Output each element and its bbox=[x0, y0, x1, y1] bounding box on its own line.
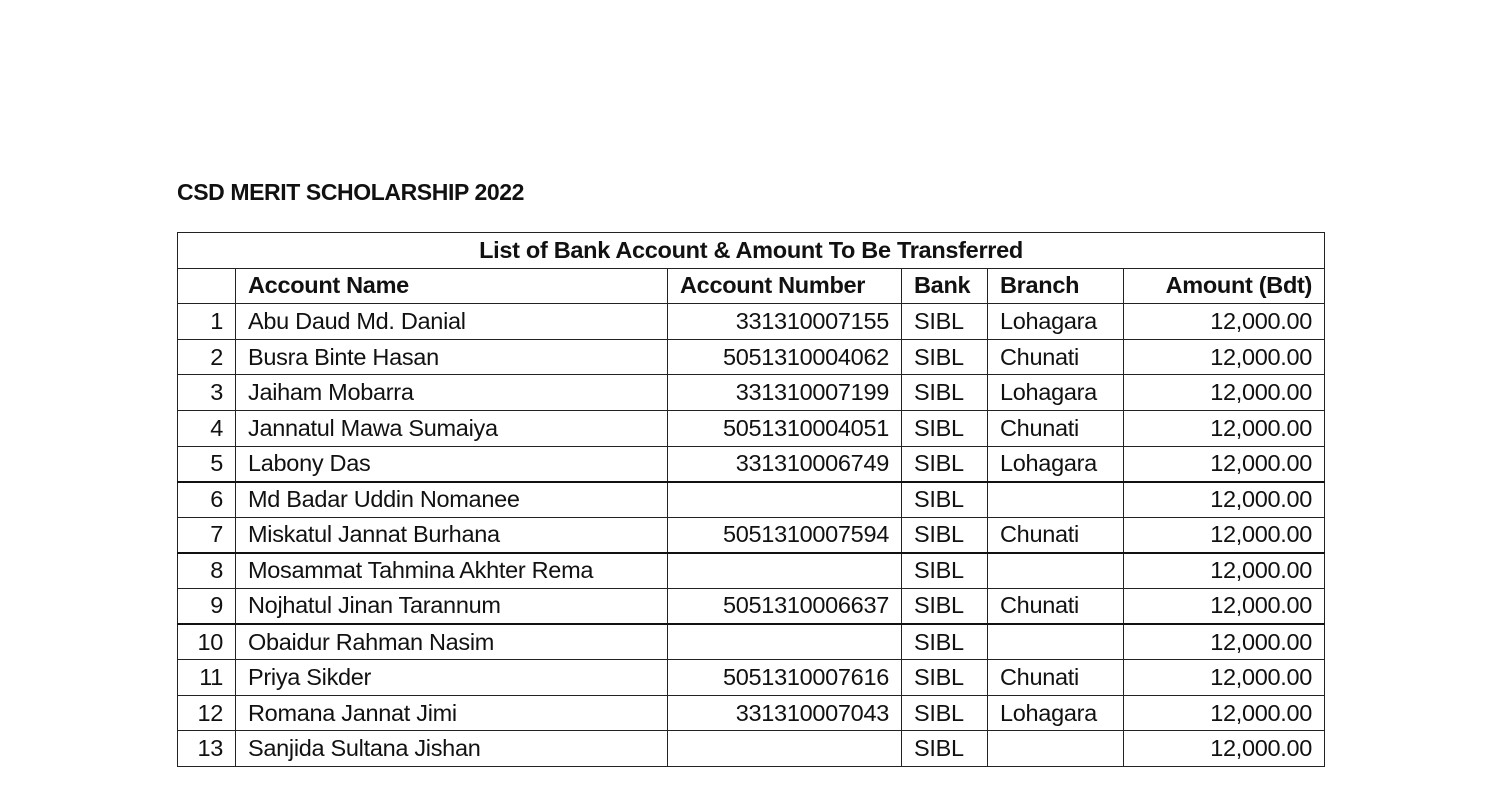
account-name-cell: Jaiham Mobarra bbox=[236, 375, 668, 411]
account-name-cell: Busra Binte Hasan bbox=[236, 339, 668, 375]
bank-cell: SIBL bbox=[902, 375, 988, 411]
amount-cell: 12,000.00 bbox=[1124, 731, 1325, 767]
bank-cell: SIBL bbox=[902, 446, 988, 482]
branch-cell: Lohagara bbox=[988, 446, 1124, 482]
document-title: CSD MERIT SCHOLARSHIP 2022 bbox=[177, 179, 525, 205]
account-number-cell: 331310007043 bbox=[668, 695, 902, 731]
branch-cell: Lohagara bbox=[988, 695, 1124, 731]
branch-cell: Lohagara bbox=[988, 304, 1124, 340]
account-name-cell: Romana Jannat Jimi bbox=[236, 695, 668, 731]
row-number-cell: 1 bbox=[178, 304, 236, 340]
bank-cell: SIBL bbox=[902, 482, 988, 518]
row-number-cell: 3 bbox=[178, 375, 236, 411]
bank-cell: SIBL bbox=[902, 588, 988, 624]
account-number-cell: 5051310006637 bbox=[668, 588, 902, 624]
amount-cell: 12,000.00 bbox=[1124, 410, 1325, 446]
branch-cell: Chunati bbox=[988, 410, 1124, 446]
row-number-cell: 4 bbox=[178, 410, 236, 446]
row-number-cell: 9 bbox=[178, 588, 236, 624]
column-header-account: Account Number bbox=[668, 268, 902, 304]
account-number-cell: 5051310007616 bbox=[668, 660, 902, 696]
branch-cell bbox=[988, 731, 1124, 767]
account-name-cell: Jannatul Mawa Sumaiya bbox=[236, 410, 668, 446]
amount-cell: 12,000.00 bbox=[1124, 446, 1325, 482]
column-header-bank: Bank bbox=[902, 268, 988, 304]
account-number-cell: 331310007199 bbox=[668, 375, 902, 411]
bank-cell: SIBL bbox=[902, 517, 988, 553]
amount-cell: 12,000.00 bbox=[1124, 695, 1325, 731]
branch-cell bbox=[988, 624, 1124, 660]
bank-account-table bbox=[177, 232, 1325, 767]
table-row bbox=[178, 446, 1325, 482]
bank-cell: SIBL bbox=[902, 624, 988, 660]
account-number-cell bbox=[668, 624, 902, 660]
amount-cell: 12,000.00 bbox=[1124, 339, 1325, 375]
amount-cell: 12,000.00 bbox=[1124, 553, 1325, 589]
account-name-cell: Labony Das bbox=[236, 446, 668, 482]
table-header-row bbox=[178, 268, 1325, 304]
table-caption-row bbox=[178, 233, 1325, 269]
table-row bbox=[178, 517, 1325, 553]
column-header-num bbox=[178, 268, 236, 304]
branch-cell: Lohagara bbox=[988, 375, 1124, 411]
table-row bbox=[178, 482, 1325, 518]
table-row bbox=[178, 624, 1325, 660]
table-row bbox=[178, 588, 1325, 624]
row-number-cell: 13 bbox=[178, 731, 236, 767]
branch-cell: Chunati bbox=[988, 660, 1124, 696]
amount-cell: 12,000.00 bbox=[1124, 517, 1325, 553]
bank-cell: SIBL bbox=[902, 553, 988, 589]
account-name-cell: Abu Daud Md. Danial bbox=[236, 304, 668, 340]
row-number-cell: 7 bbox=[178, 517, 236, 553]
account-number-cell: 331310007155 bbox=[668, 304, 902, 340]
row-number-cell: 8 bbox=[178, 553, 236, 589]
row-number-cell: 5 bbox=[178, 446, 236, 482]
branch-cell: Chunati bbox=[988, 588, 1124, 624]
account-number-cell: 5051310004062 bbox=[668, 339, 902, 375]
amount-cell: 12,000.00 bbox=[1124, 624, 1325, 660]
table-caption: List of Bank Account & Amount To Be Transferred bbox=[178, 233, 1325, 269]
row-number-cell: 10 bbox=[178, 624, 236, 660]
branch-cell: Chunati bbox=[988, 517, 1124, 553]
amount-cell: 12,000.00 bbox=[1124, 588, 1325, 624]
branch-cell: Chunati bbox=[988, 339, 1124, 375]
row-number-cell: 6 bbox=[178, 482, 236, 518]
column-header-name: Account Name bbox=[236, 268, 668, 304]
branch-cell bbox=[988, 482, 1124, 518]
bank-cell: SIBL bbox=[902, 304, 988, 340]
account-number-cell: 331310006749 bbox=[668, 446, 902, 482]
account-number-cell bbox=[668, 553, 902, 589]
table-row bbox=[178, 375, 1325, 411]
bank-cell: SIBL bbox=[902, 660, 988, 696]
account-name-cell: Obaidur Rahman Nasim bbox=[236, 624, 668, 660]
row-number-cell: 12 bbox=[178, 695, 236, 731]
account-name-cell: Md Badar Uddin Nomanee bbox=[236, 482, 668, 518]
bank-cell: SIBL bbox=[902, 410, 988, 446]
column-header-amount: Amount (Bdt) bbox=[1124, 268, 1325, 304]
account-name-cell: Sanjida Sultana Jishan bbox=[236, 731, 668, 767]
account-number-cell bbox=[668, 731, 902, 767]
table-row bbox=[178, 410, 1325, 446]
bank-cell: SIBL bbox=[902, 731, 988, 767]
account-number-cell: 5051310007594 bbox=[668, 517, 902, 553]
row-number-cell: 11 bbox=[178, 660, 236, 696]
account-name-cell: Priya Sikder bbox=[236, 660, 668, 696]
amount-cell: 12,000.00 bbox=[1124, 304, 1325, 340]
account-name-cell: Mosammat Tahmina Akhter Rema bbox=[236, 553, 668, 589]
table-row bbox=[178, 304, 1325, 340]
table-row bbox=[178, 339, 1325, 375]
row-number-cell: 2 bbox=[178, 339, 236, 375]
account-name-cell: Nojhatul Jinan Tarannum bbox=[236, 588, 668, 624]
bank-cell: SIBL bbox=[902, 695, 988, 731]
branch-cell bbox=[988, 553, 1124, 589]
bank-cell: SIBL bbox=[902, 339, 988, 375]
amount-cell: 12,000.00 bbox=[1124, 375, 1325, 411]
table-row bbox=[178, 660, 1325, 696]
account-number-cell bbox=[668, 482, 902, 518]
table-row bbox=[178, 553, 1325, 589]
column-header-branch: Branch bbox=[988, 268, 1124, 304]
amount-cell: 12,000.00 bbox=[1124, 660, 1325, 696]
amount-cell: 12,000.00 bbox=[1124, 482, 1325, 518]
account-name-cell: Miskatul Jannat Burhana bbox=[236, 517, 668, 553]
account-number-cell: 5051310004051 bbox=[668, 410, 902, 446]
table-row bbox=[178, 695, 1325, 731]
table-row bbox=[178, 731, 1325, 767]
